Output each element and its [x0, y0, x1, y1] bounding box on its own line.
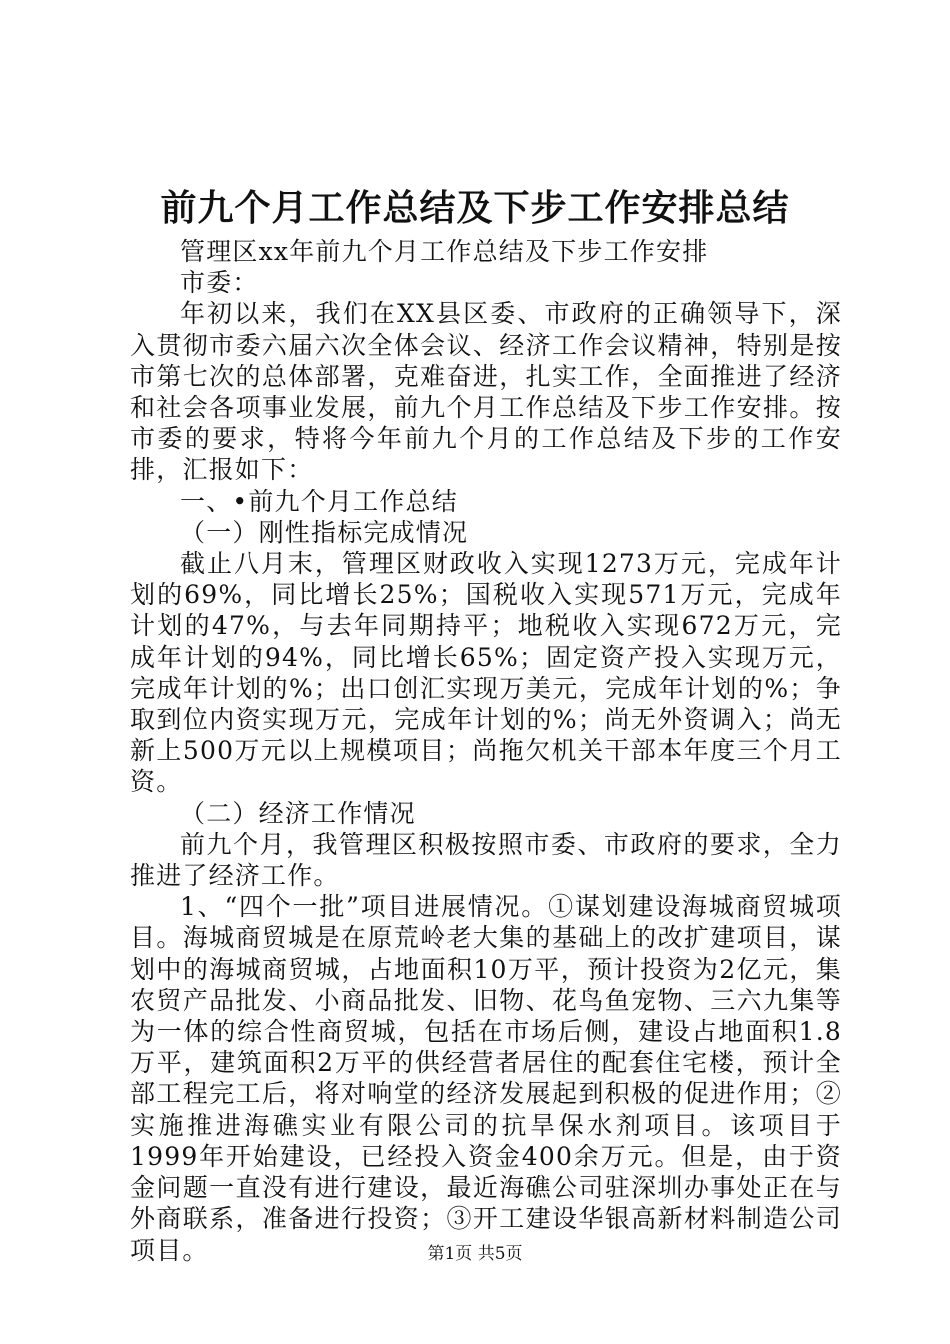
economy-paragraph: 前九个月，我管理区积极按照市委、市政府的要求，全力推进了经济工作。	[130, 829, 842, 891]
salutation-paragraph: 市委：	[180, 268, 259, 298]
document-body	[130, 236, 842, 1266]
section-heading-1: 一、•前九个月工作总结	[180, 486, 458, 516]
page-footer: 第1页 共5页	[427, 1244, 523, 1264]
intro-paragraph: 年初以来，我们在XX县区委、市政府的正确领导下，深入贯彻市委六届六次全体会议、经济工作会议精神，特别是按市第七次的总体部署，克难奋进，扎实工作，全面推进了经济和社会各项事业发展，前九个月工作总结及下步工作安排。按市委的要求，特将今年前九个月的工作总结及下步的工作安排，汇报如下：	[130, 299, 842, 485]
subtitle-paragraph: 管理区xx年前九个月工作总结及下步工作安排	[180, 237, 709, 266]
subsection-heading-2: （二）经济工作情况	[180, 798, 416, 828]
projects-paragraph: 1、“四个一批”项目进展情况。①谋划建设海城商贸城项目。海城商贸城是在原荒岭老大集的基础上的改扩建项目，谋划中的海城商贸城，占地面积10万平，预计投资为2亿元，集农贸产品批发、小商品批发、旧物、花鸟鱼宠物、三六九集等为一体的综合性商贸城，包括在市场后侧，建设占地面积1.8万平，建筑面积2万平的供经营者居住的配套住宅楼，预计全部工程完工后，将对响堂的经济发展起到积极的促进作用；②实施推进海礁实业有限公司的抗旱保水剂项目。该项目于1999年开始建设，已经投入资金400余万元。但是，由于资金问题一直没有进行建设，最近海礁公司驻深圳办事处正在与外商联系，准备进行投资；③开工建设华银高新材料制造公司项目。	[130, 892, 842, 1265]
indicators-paragraph: 截止八月末，管理区财政收入实现1273万元，完成年计划的69%，同比增长25%；国税收入实现571万元，完成年计划的47%，与去年同期持平；地税收入实现672万元，完成年计划的94%，同比增长65%；固定资产投入实现万元，完成年计划的%；出口创汇实现万美元，完成年计划的%；争取到位内资实现万元，完成年计划的%；尚无外资调入；尚无新上500万元以上规模项目；尚拖欠机关干部本年度三个月工资。	[130, 549, 842, 797]
document-title: 前九个月工作总结及下步工作安排总结	[160, 187, 790, 229]
subsection-heading-1: （一）刚性指标完成情况	[180, 517, 469, 547]
